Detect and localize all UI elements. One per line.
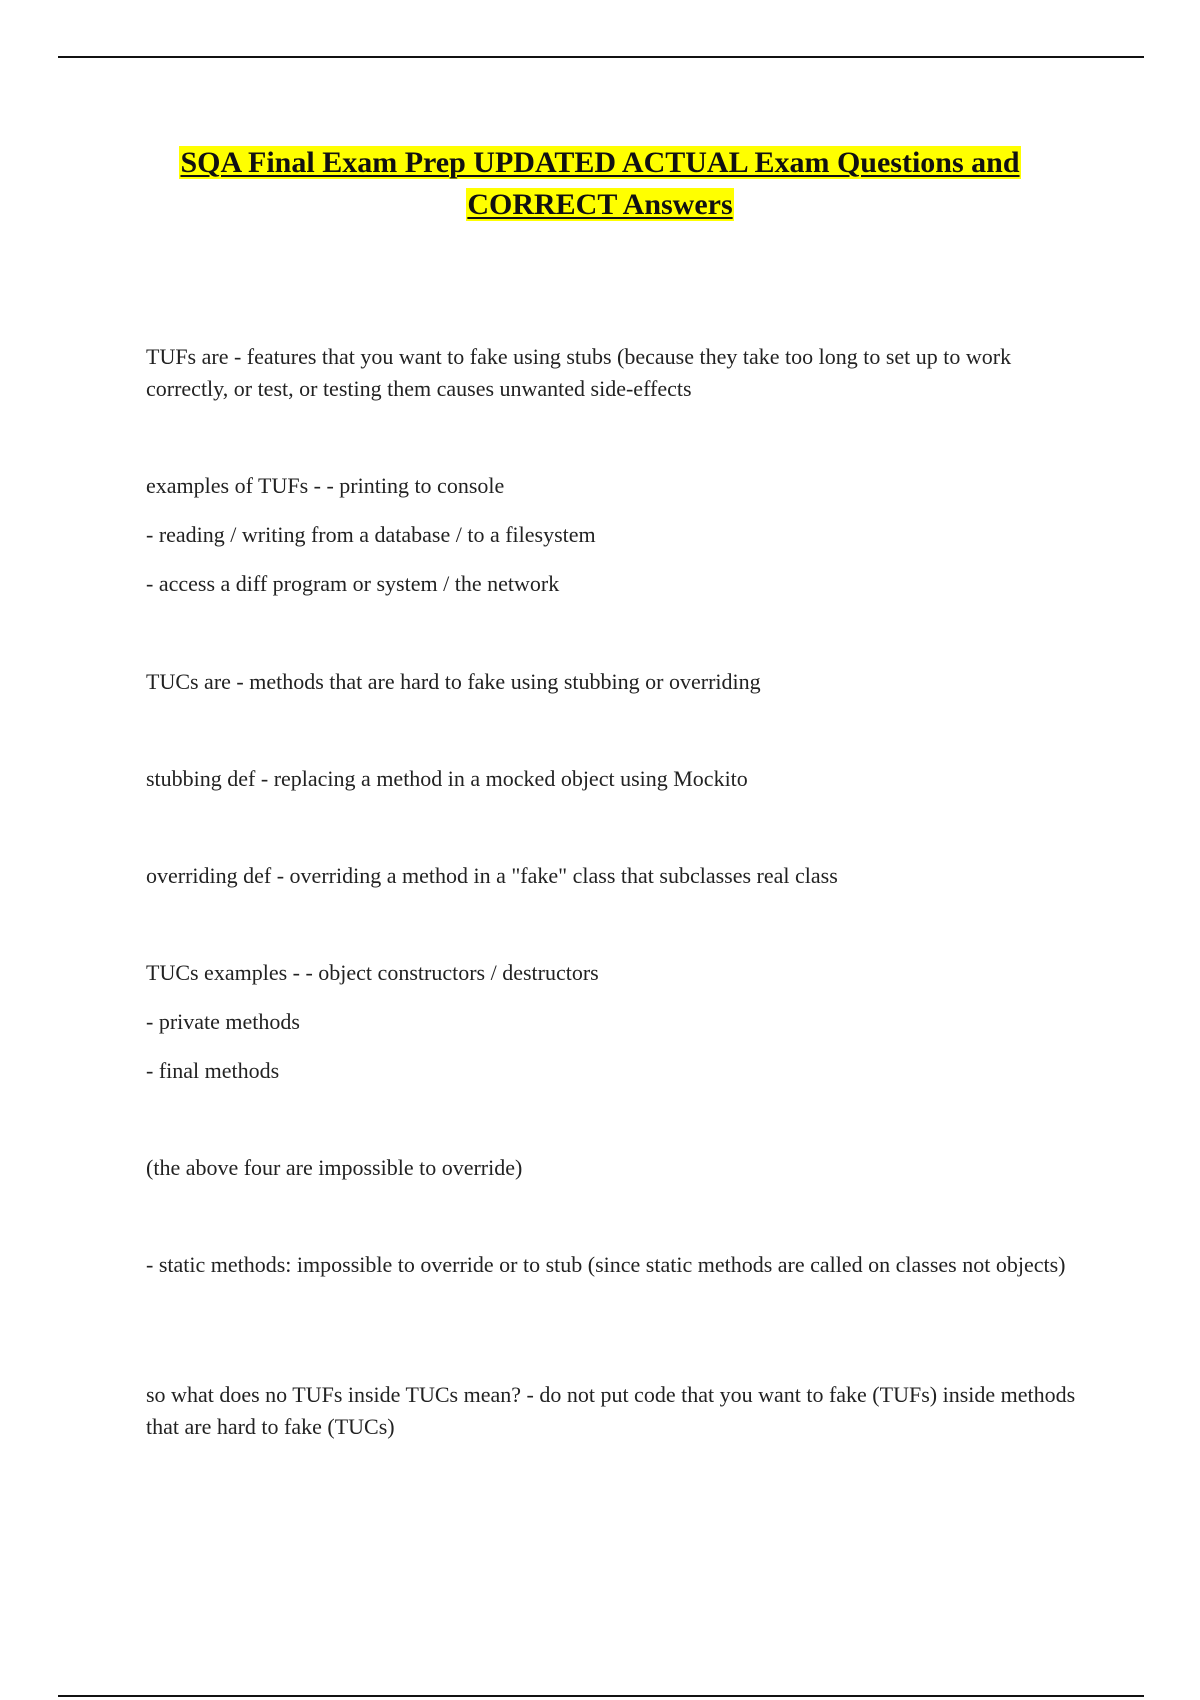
title-line-1: SQA Final Exam Prep UPDATED ACTUAL Exam Questions and: [180, 146, 1020, 179]
paragraph-tufs-examples: examples of TUFs - - printing to console: [146, 473, 505, 498]
paragraph-no-tufs-inside-tucs: so what does no TUFs inside TUCs mean? - do not put code that you want to fake (TUFs) inside methods that are hard to fake (TUCs): [146, 1382, 1076, 1439]
list-item-private-methods: - private methods: [146, 1009, 300, 1034]
document-title: [60, 142, 1140, 226]
list-item-access-network: - access a diff program or system / the network: [146, 571, 560, 596]
list-item-final-methods: - final methods: [146, 1058, 280, 1083]
paragraph-tufs-definition: TUFs are - features that you want to fake using stubs (because they take too long to set up to work correctly, or test, or testing them causes unwanted side-effects: [146, 344, 1012, 401]
title-line-2: CORRECT Answers: [467, 188, 733, 221]
bottom-rule: [58, 1695, 1144, 1697]
paragraph-stubbing-def: stubbing def - replacing a method in a mocked object using Mockito: [146, 766, 748, 791]
paragraph-static-methods: - static methods: impossible to override or to stub (since static methods are called on classes not objects): [146, 1252, 1066, 1277]
list-item-reading-writing: - reading / writing from a database / to a filesystem: [146, 522, 596, 547]
paragraph-tucs-examples: TUCs examples - - object constructors / destructors: [146, 960, 599, 985]
top-rule: [58, 56, 1144, 58]
paragraph-tucs-definition: TUCs are - methods that are hard to fake using stubbing or overriding: [146, 669, 761, 694]
paragraph-overriding-def: overriding def - overriding a method in a "fake" class that subclasses real class: [146, 863, 838, 888]
paragraph-above-four: (the above four are impossible to override): [146, 1155, 523, 1180]
